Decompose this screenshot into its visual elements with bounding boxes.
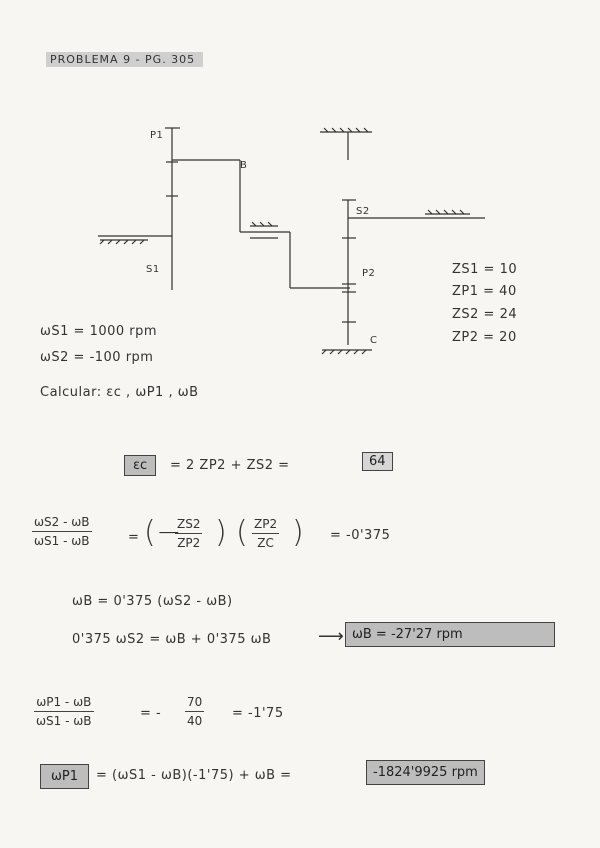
label-p1: P1 — [150, 130, 164, 141]
ec-box: εc — [124, 455, 156, 476]
ec-result: 64 — [362, 452, 393, 471]
arrow-icon: ⟶ — [318, 626, 345, 647]
ec-rhs: = 2 ZP2 + ZS2 = — [170, 458, 290, 473]
ratio2-number-fraction — [185, 695, 204, 728]
teeth-zp2: ZP2 = 20 — [452, 330, 517, 345]
paren1-close: ) — [215, 515, 228, 550]
paren2-close: ) — [292, 515, 305, 550]
paren2-fraction — [252, 517, 279, 550]
teeth-zp1: ZP1 = 40 — [452, 284, 517, 299]
label-s2: S2 — [356, 206, 370, 217]
ratio1-result: = -0'375 — [330, 528, 391, 543]
ratio1-fraction — [32, 515, 92, 548]
label-b: B — [240, 160, 248, 171]
wb-equation-2: 0'375 ωS2 = ωB + 0'375 ωB — [72, 632, 272, 647]
ratio2-numerator: ωP1 - ωB — [36, 695, 92, 709]
ratio2-denominator: ωS1 - ωB — [36, 714, 92, 728]
teeth-zs1: ZS1 = 10 — [452, 262, 518, 277]
paren1-fraction — [175, 517, 202, 550]
label-c: C — [370, 335, 378, 346]
ratio1-numerator: ωS2 - ωB — [34, 515, 90, 529]
paren2-open: ( — [236, 515, 249, 550]
ratio2-equals: = - — [140, 706, 162, 721]
given-ws1: ωS1 = 1000 rpm — [40, 324, 158, 339]
paren1-open: (− — [144, 515, 182, 550]
paren2-numerator: ZP2 — [254, 517, 278, 531]
ratio2-fraction — [34, 695, 94, 728]
wb-equation: ωB = 0'375 (ωS2 - ωB) — [72, 594, 233, 609]
paren1-numerator: ZS2 — [177, 517, 201, 531]
ratio2-number-denominator: 40 — [187, 714, 203, 728]
label-p2: P2 — [362, 268, 376, 279]
ratio1-denominator: ωS1 - ωB — [34, 534, 90, 548]
paren2-denominator: ZC — [257, 536, 274, 550]
label-s1: S1 — [146, 264, 160, 275]
teeth-zs2: ZS2 = 24 — [452, 307, 518, 322]
wp1-box: ωP1 — [40, 764, 89, 789]
ratio2-result: = -1'75 — [232, 706, 284, 721]
paren1-denominator: ZP2 — [177, 536, 201, 550]
ratio1-equals: = — [128, 530, 140, 545]
calculate-line: Calcular: εc , ωP1 , ωB — [40, 385, 199, 400]
wp1-result-box: -1824'9925 rpm — [366, 760, 485, 785]
ratio2-number-numerator: 70 — [187, 695, 203, 709]
problem-title: PROBLEMA 9 - PG. 305 — [46, 52, 203, 67]
wb-result-box: ωB = -27'27 rpm — [345, 622, 555, 647]
wp1-rhs: = (ωS1 - ωB)(-1'75) + ωB = — [96, 768, 292, 783]
given-ws2: ωS2 = -100 rpm — [40, 350, 154, 365]
